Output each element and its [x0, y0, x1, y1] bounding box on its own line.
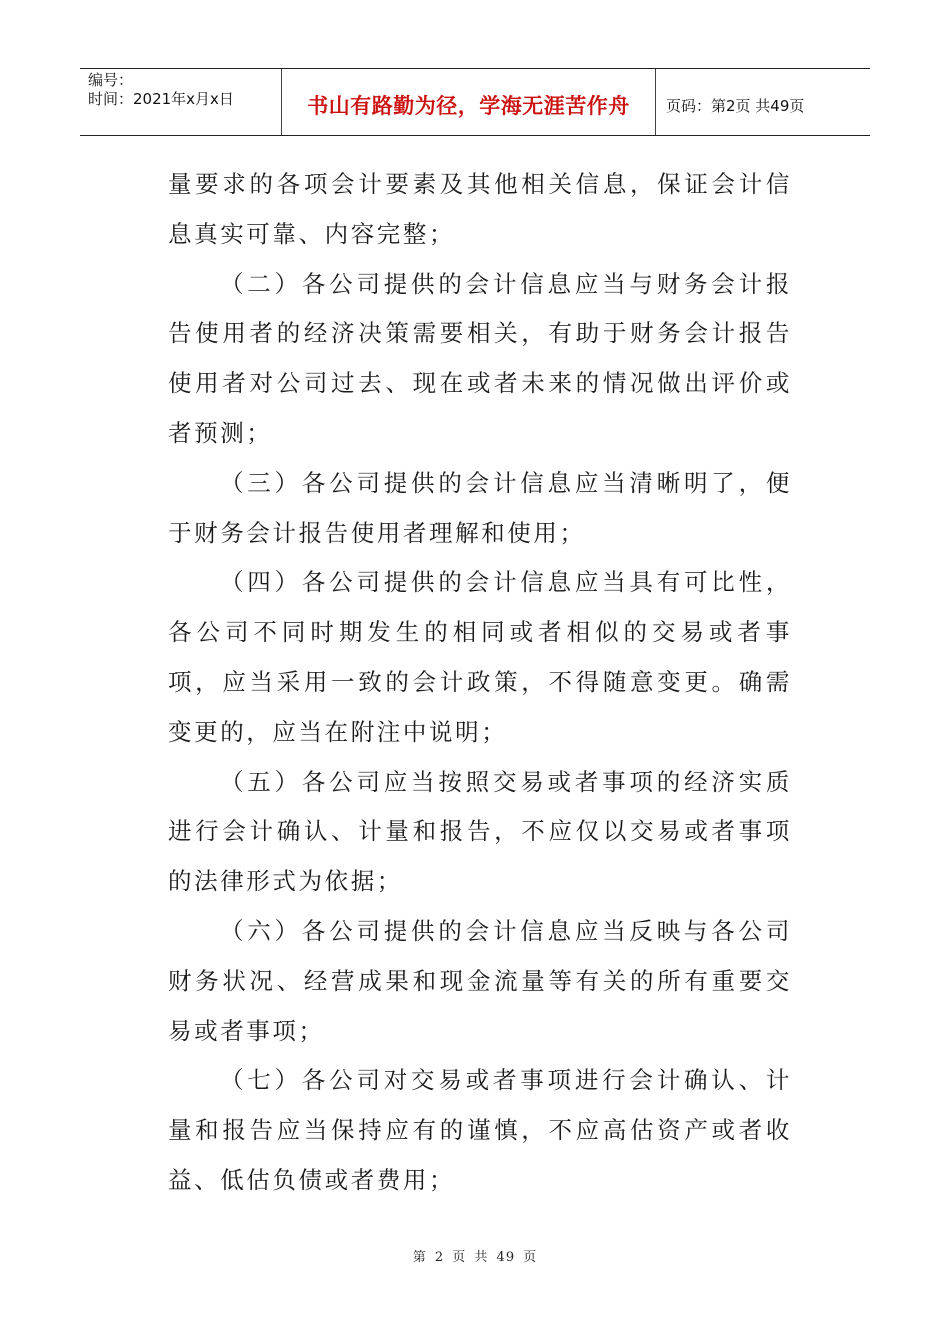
- document-time-label: 时间：2021年x月x日: [88, 90, 234, 108]
- document-number-label: 编号：: [88, 71, 134, 89]
- header-motto: 书山有路勤为径，学海无涯苦作舟: [282, 69, 656, 135]
- header-meta: [80, 69, 282, 135]
- paragraph-item-5: （五）各公司应当按照交易或者事项的经济实质进行会计确认、计量和报告，不应仅以交易或者事项的法律形式为依据；: [168, 767, 792, 896]
- paragraph-item-6: （六）各公司提供的会计信息应当反映与各公司财务状况、经营成果和现金流量等有关的所有重要交易或者事项；: [168, 916, 792, 1045]
- paragraph-continuation: 量要求的各项会计要素及其他相关信息，保证会计信息真实可靠、内容完整；: [168, 170, 792, 248]
- paragraph-item-4: （四）各公司提供的会计信息应当具有可比性，各公司不同时期发生的相同或者相似的交易或者事项，应当采用一致的会计政策，不得随意变更。确需变更的，应当在附注中说明；: [168, 568, 792, 746]
- header-page-info: 页码：第2页 共49页: [666, 96, 805, 115]
- document-body: [168, 160, 792, 1206]
- page-footer: 第 2 页 共 49 页: [412, 1250, 538, 1265]
- paragraph-item-2: （二）各公司提供的会计信息应当与财务会计报告使用者的经济决策需要相关，有助于财务会计报告使用者对公司过去、现在或者未来的情况做出评价或者预测；: [168, 269, 792, 447]
- paragraph-item-7: （七）各公司对交易或者事项进行会计确认、计量和报告应当保持应有的谨慎，不应高估资产或者收益、低估负债或者费用；: [168, 1066, 792, 1194]
- page-header: [80, 68, 870, 136]
- paragraph-item-3: （三）各公司提供的会计信息应当清晰明了，便于财务会计报告使用者理解和使用；: [168, 468, 792, 547]
